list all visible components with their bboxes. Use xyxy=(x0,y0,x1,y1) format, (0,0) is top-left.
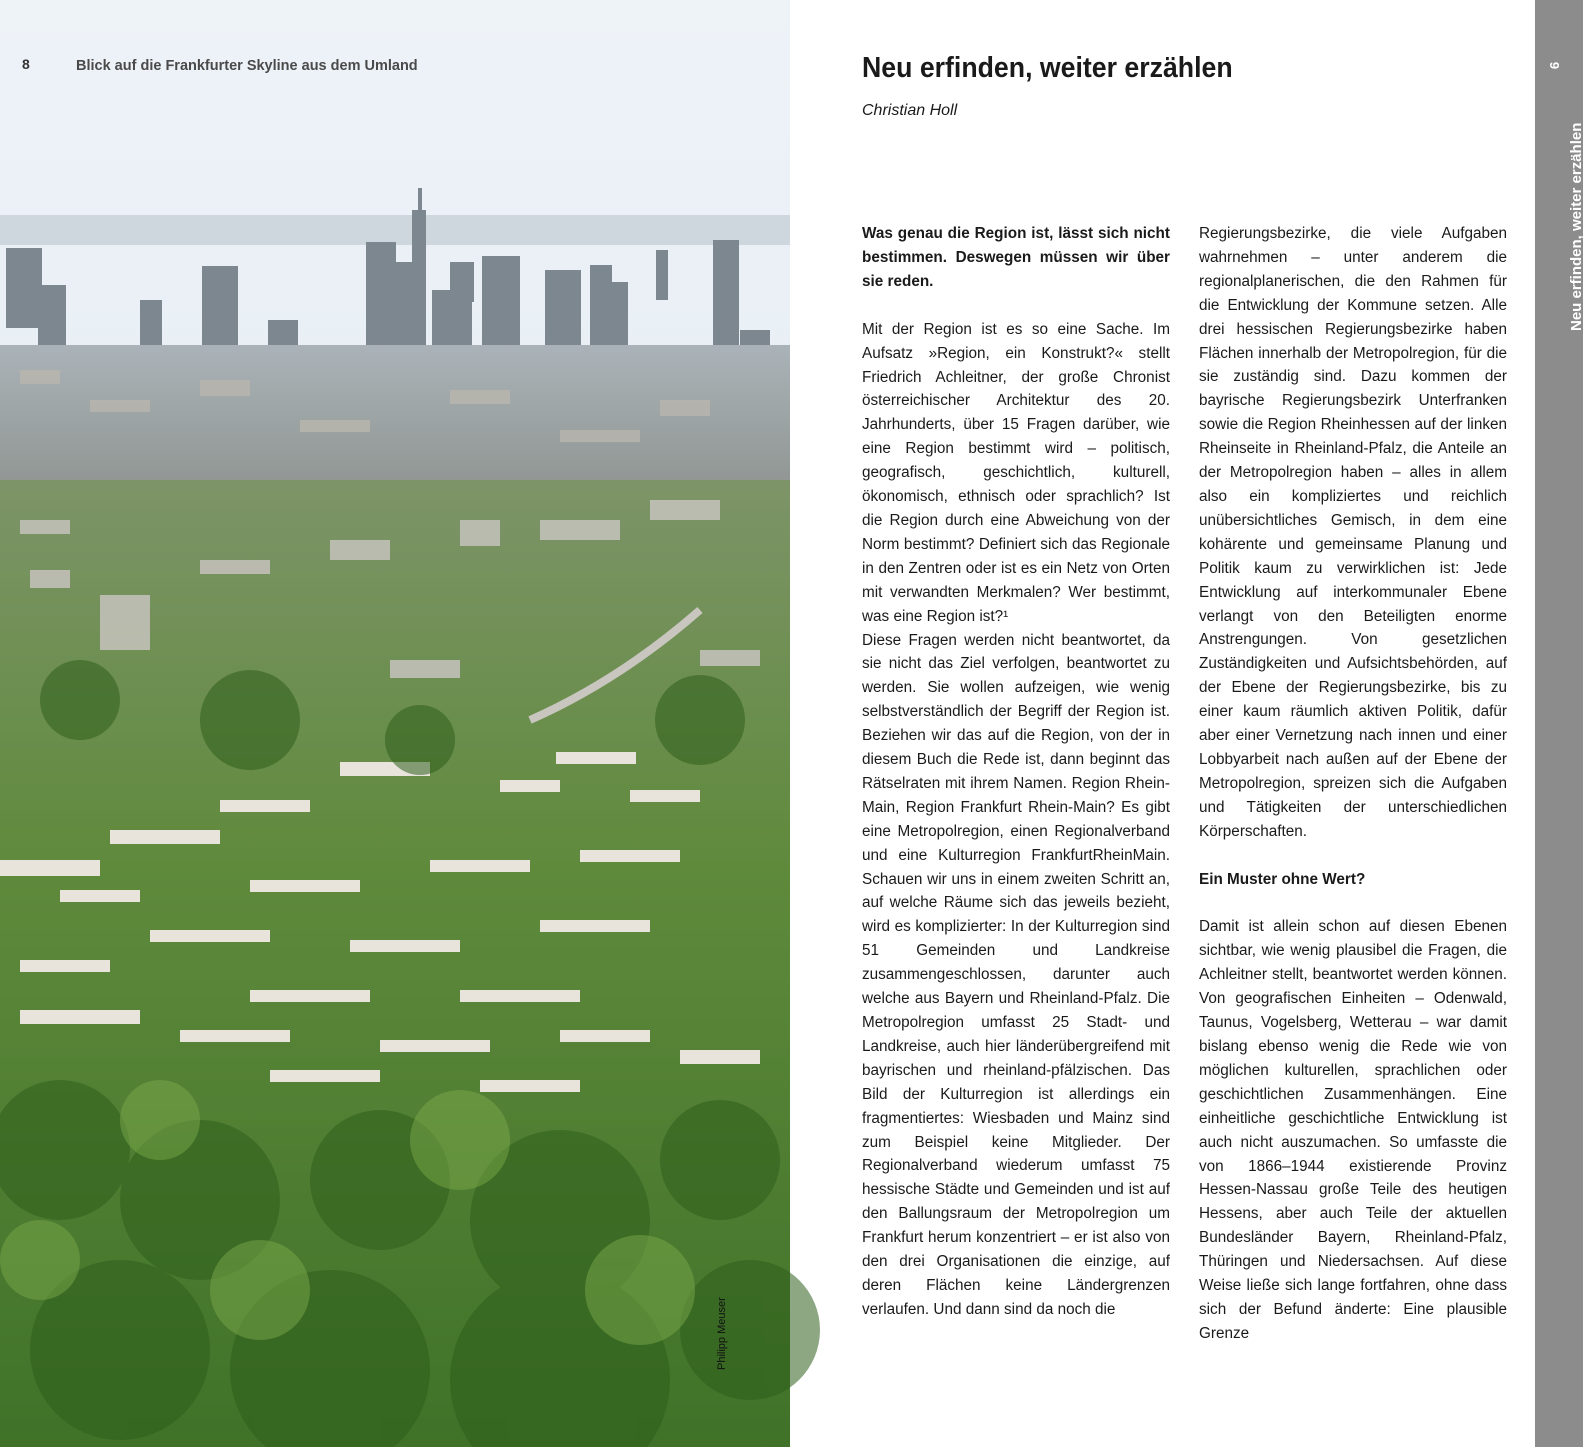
page-number-left: 8 xyxy=(22,56,30,72)
text-column-1 xyxy=(862,222,1170,1322)
running-head: Neu erfinden, weiter erzählen xyxy=(1568,122,1585,331)
page-number-right: 9 xyxy=(1547,61,1563,70)
body-paragraph: Mit der Region ist es so eine Sache. Im Aufsatz »Region, ein Konstrukt?« stellt Friedrich Achleitner, der große Chronist österreichischer Architektur des 20. Jahrhunderts, über 15 Fragen darüber, wie eine Region bestimmt wird – politisch, geografisch, geschichtlich, kulturell, ökonomisch, ethnisch oder sprachlich? Ist die Region durch eine Abweichung von der Norm bestimmt? Definiert sich das Regionale in den Zentren oder ist es ein Netz von Orten mit verwandten Merkmalen? Wer bestimmt, was eine Region ist?¹ xyxy=(862,320,1170,625)
photo-credit: Philipp Meuser xyxy=(716,1297,728,1370)
body-paragraph: Diese Fragen werden nicht beantwortet, da sie nicht das Ziel verfolgen, beantwortet zu werden. Sie wollen aufzeigen, wie wenig selbstverständlich der Begriff der Region ist. Beziehen wir das auf die Region, von der in diesem Buch die Rede ist, dann beginnt das Rätselraten mit ihrem Namen. Region Rhein-Main, Region Frankfurt Rhein-Main? Es gibt eine Metropolregion, einen Regionalverband und eine Kulturregion FrankfurtRheinMain. Schauen wir uns in einem zweiten Schritt an, auf welche Räume sich das jeweils bezieht, wird es komplizierter: In der Kulturregion sind 51 Gemeinden und Landkreise zusammengeschlossen, darunter auch welche aus Bayern und Rheinland-Pfalz. Die Metropolregion umfasst 25 Stadt- und Landkreise, auch hier länderübergreifend mit bayrischen und rheinland-pfälzischen. Das Bild der Kulturregion ist allerdings ein fragmentiertes: Wiesbaden und Mainz sind zum Beispiel keine Mitglieder. Der Regionalverband wiederum umfasst 75 hessische Städte und Gemeinden und ist auf den Ballungsraum der Metropolregion um Frankfurt herum konzentriert – er ist also von den drei Organisationen die einzige, auf deren Flächen keine Ländergrenzen verlaufen. Und dann sind da noch die xyxy=(862,631,1170,1318)
text-column-2 xyxy=(1199,222,1507,1346)
article-title: Neu erfinden, weiter erzählen xyxy=(862,52,1233,84)
section-subheading: Ein Muster ohne Wert? xyxy=(1199,870,1366,888)
lead-paragraph: Was genau die Region ist, lässt sich nicht bestimmen. Deswegen müssen wir über sie reden. xyxy=(862,225,1170,290)
aerial-photo-illustration xyxy=(0,0,790,1447)
article-author: Christian Holl xyxy=(862,102,958,119)
skyline-photo xyxy=(0,0,790,1447)
body-paragraph: Damit ist allein schon auf diesen Ebenen sichtbar, wie wenig plausibel die Fragen, die Achleitner stellt, beantwortet werden können. Von geografischen Einheiten – Odenwald, Taunus, Vogelsberg, Wetterau – war damit bislang ebenso wenig die Rede wie von möglichen kulturellen, sprachlichen oder geschichtlichen Zusammenhängen. Eine einheitliche geschichtliche Entwicklung ist auch nicht auszumachen. So umfasste die von 1866–1944 existierende Provinz Hessen-Nassau große Teile des heutigen Hessens, aber auch Teile der aktuellen Bundesländer Bayern, Rheinland-Pfalz, Thüringen und Niedersachsen. Auf diese Weise ließe sich lange fortfahren, ohne dass sich der Befund änderte: Eine plausible Grenze xyxy=(1199,918,1507,1342)
photo-caption: Blick auf die Frankfurter Skyline aus dem Umland xyxy=(76,58,418,74)
body-paragraph: Regierungsbezirke, die viele Aufgaben wahrnehmen – unter anderem die regionalplanerischen, die den Rahmen für die Entwicklung der Kommune setzen. Alle drei hessischen Regierungsbezirke haben Flächen innerhalb der Metropolregion, für die sie zuständig sind. Dazu kommen der bayrische Regierungsbezirk Unterfranken sowie die Region Rheinhessen auf der linken Rheinseite in Rheinland-Pfalz, die Anteile an der Metropolregion haben – alles in allem also ein kompliziertes und reichlich unübersichtliches Gemisch, in dem eine kohärente und gemeinsame Planung und Politik kaum zu verwirklichen ist: Jede Entwicklung auf interkommunaler Ebene verlangt von den Beteiligten enorme Anstrengungen. Von gesetzlichen Zuständigkeiten und Aufsichtsbehörden, auf der Ebene der Regierungsbezirke, bis zu einer kaum räumlich aktiven Politik, dafür aber einer Vernetzung nach innen und einer Lobbyarbeit nach außen auf der Ebene der Metropolregion, spreizen sich die Aufgaben und Tätigkeiten der unterschiedlichen Körperschaften. xyxy=(1199,225,1507,840)
